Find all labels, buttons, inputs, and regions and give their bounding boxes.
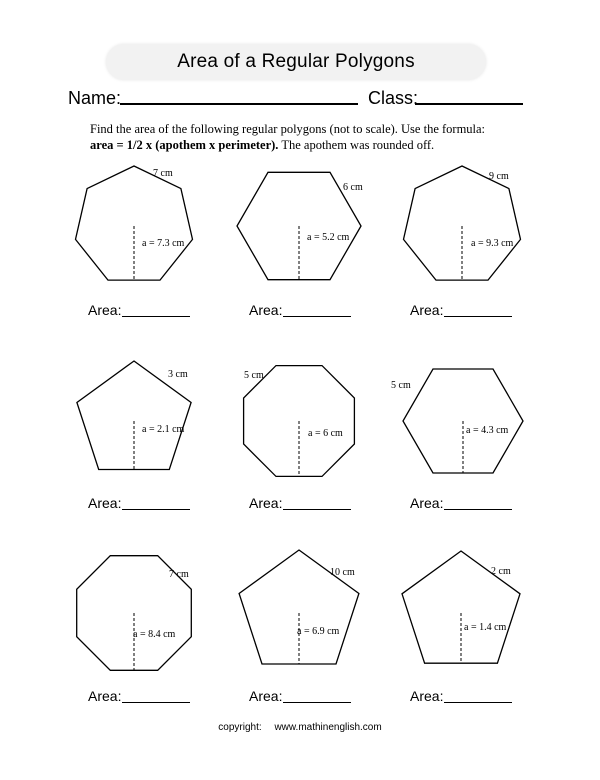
area-label-6: Area: [410, 495, 444, 511]
area-label-9: Area: [410, 688, 444, 704]
side-length-label-1: 7 cm [153, 168, 173, 179]
area-label-5: Area: [249, 495, 283, 511]
apothem-label-3: a = 9.3 cm [471, 238, 514, 249]
page-title: Area of a Regular Polygons [177, 51, 415, 72]
area-label-7: Area: [88, 688, 122, 704]
side-length-label-6: 5 cm [391, 380, 411, 391]
apothem-label-4: a = 2.1 cm [142, 424, 185, 435]
instructions-line2: The apothem was rounded off. [278, 138, 435, 152]
side-length-label-7: 7 cm [169, 569, 189, 580]
instructions-line1: Find the area of the following regular polygons (not to scale). Use the formula: [90, 122, 486, 136]
apothem-label-6: a = 4.3 cm [466, 425, 509, 436]
apothem-label-1: a = 7.3 cm [142, 238, 185, 249]
side-length-label-8: 10 cm [330, 567, 355, 578]
area-label-2: Area: [249, 302, 283, 318]
copyright-label: copyright: [218, 722, 262, 733]
apothem-label-8: a = 6.9 cm [297, 626, 340, 637]
area-label-3: Area: [410, 302, 444, 318]
apothem-label-9: a = 1.4 cm [464, 622, 507, 633]
side-length-label-3: 9 cm [489, 171, 509, 182]
class-label: Class: [368, 88, 419, 108]
apothem-label-7: a = 8.4 cm [133, 629, 176, 640]
formula-text: area = 1/2 x (apothem x perimeter). [90, 138, 279, 152]
apothem-label-2: a = 5.2 cm [307, 232, 350, 243]
website-link[interactable]: www.mathinenglish.com [274, 722, 382, 733]
side-length-label-5: 5 cm [244, 370, 264, 381]
area-label-1: Area: [88, 302, 122, 318]
area-label-8: Area: [249, 688, 283, 704]
side-length-label-9: 2 cm [491, 566, 511, 577]
apothem-label-5: a = 6 cm [308, 428, 343, 439]
area-label-4: Area: [88, 495, 122, 511]
side-length-label-4: 3 cm [168, 369, 188, 380]
side-length-label-2: 6 cm [343, 182, 363, 193]
name-label: Name: [68, 88, 122, 108]
